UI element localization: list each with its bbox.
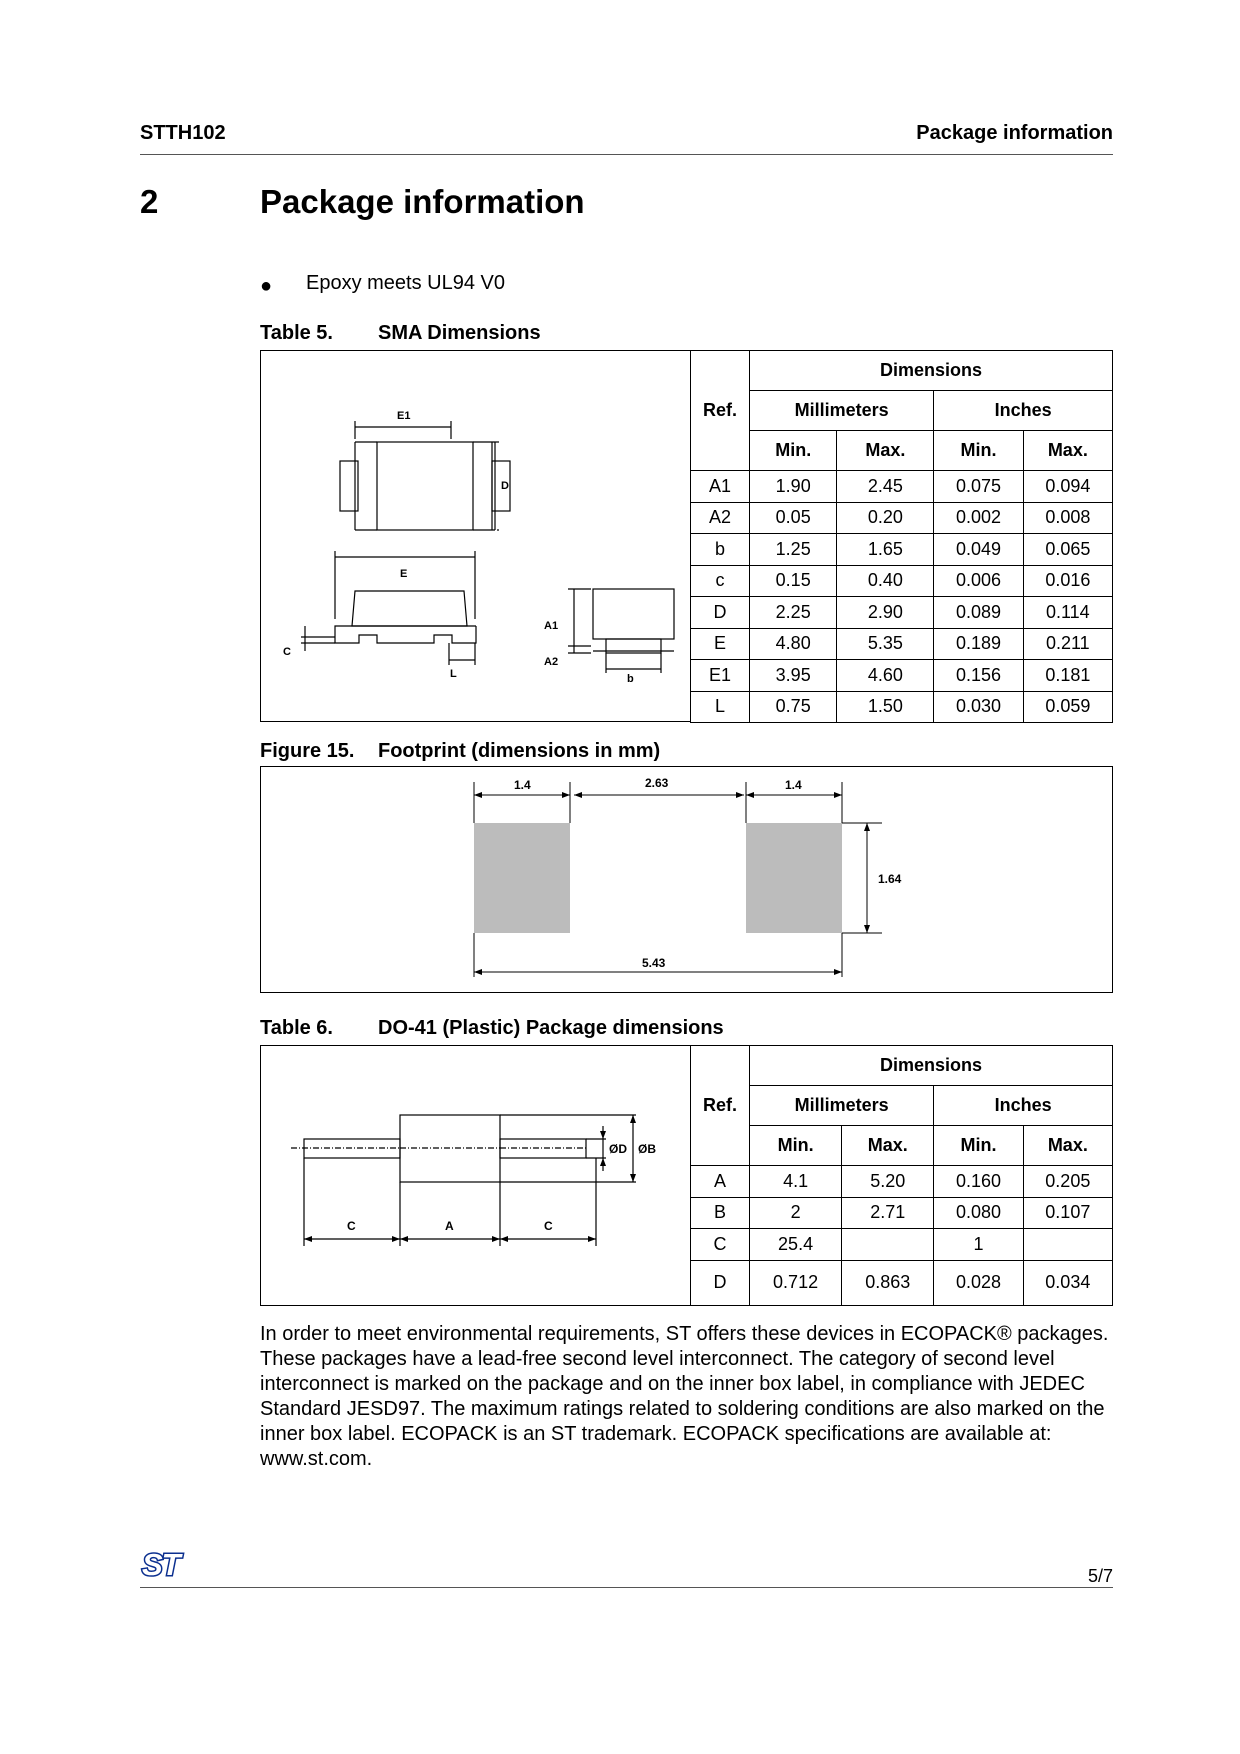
- table5-caption-title: SMA Dimensions: [378, 322, 541, 344]
- table-cell: 4.80: [750, 628, 837, 660]
- table5-dimensions: [690, 350, 1113, 723]
- table6-dimensions: [690, 1045, 1113, 1306]
- table6-in-max-header: Max.: [1023, 1126, 1112, 1166]
- table-cell: 25.4: [750, 1229, 842, 1261]
- table-cell: 0.189: [934, 628, 1023, 660]
- table-cell: 0.059: [1023, 691, 1112, 723]
- table-cell: 1.50: [837, 691, 934, 723]
- table5-mm-header: Millimeters: [750, 391, 934, 431]
- table-cell: 0.006: [934, 565, 1023, 597]
- table-cell: [1023, 1229, 1112, 1261]
- table6-mm-min-header: Min.: [750, 1126, 842, 1166]
- table-cell: 0.080: [934, 1197, 1023, 1229]
- table-cell: 0.030: [934, 691, 1023, 723]
- sma-drawing-frame: [260, 350, 691, 722]
- footprint-label-pad-left: 1.4: [514, 778, 531, 792]
- table-cell: 0.016: [1023, 565, 1112, 597]
- st-logo-text: ST: [142, 1548, 180, 1580]
- sma-label-b: b: [627, 673, 634, 685]
- figure15-caption-title: Footprint (dimensions in mm): [378, 740, 661, 762]
- table5-inches-header: Inches: [934, 391, 1113, 431]
- section-number: 2: [140, 183, 159, 220]
- table-cell: 5.20: [842, 1166, 934, 1198]
- table-cell: 4.60: [837, 660, 934, 692]
- table-cell: 0.20: [837, 502, 934, 534]
- table-cell: 0.160: [934, 1166, 1023, 1198]
- table-cell: E1: [691, 660, 750, 692]
- bullet-text: Epoxy meets UL94 V0: [306, 272, 505, 294]
- table-cell: 0.863: [842, 1260, 934, 1305]
- table-cell: B: [691, 1197, 750, 1229]
- table-cell: 2.90: [837, 597, 934, 629]
- table-cell: 0.05: [750, 502, 837, 534]
- table-cell: 0.75: [750, 691, 837, 723]
- footer-rule: [140, 1587, 1113, 1588]
- table-cell: [842, 1229, 934, 1261]
- page-number: 5/7: [1087, 1566, 1113, 1586]
- do41-label-c-left: C: [347, 1219, 356, 1233]
- table-row: [691, 471, 1113, 503]
- table-cell: 2.45: [837, 471, 934, 503]
- footprint-frame: [260, 766, 1113, 993]
- header-rule: [140, 154, 1113, 155]
- table5-mm-max-header: Max.: [837, 431, 934, 471]
- table6-dimensions-header: Dimensions: [750, 1046, 1113, 1086]
- table-cell: 0.089: [934, 597, 1023, 629]
- table-cell: 5.35: [837, 628, 934, 660]
- table-cell: b: [691, 534, 750, 566]
- table-cell: L: [691, 691, 750, 723]
- table-cell: c: [691, 565, 750, 597]
- do41-package-drawing: [261, 1046, 690, 1305]
- table-cell: 4.1: [750, 1166, 842, 1198]
- figure15-caption-number: Figure 15.: [260, 740, 355, 762]
- st-logo: [140, 1548, 190, 1580]
- table-cell: A1: [691, 471, 750, 503]
- table-cell: 2: [750, 1197, 842, 1229]
- table-cell: 0.094: [1023, 471, 1112, 503]
- table-cell: 0.114: [1023, 597, 1112, 629]
- table-cell: 0.181: [1023, 660, 1112, 692]
- table-cell: D: [691, 597, 750, 629]
- table-row: [691, 565, 1113, 597]
- sma-label-e: E: [400, 568, 408, 580]
- table-cell: 0.107: [1023, 1197, 1112, 1229]
- table6-ref-header: Ref.: [691, 1046, 750, 1166]
- table-row: [691, 1197, 1113, 1229]
- table-row: [691, 628, 1113, 660]
- do41-label-od: ØD: [609, 1142, 627, 1156]
- table-cell: 0.065: [1023, 534, 1112, 566]
- sma-label-e1: E1: [397, 410, 411, 422]
- sma-package-drawing: [261, 351, 690, 721]
- table-cell: 1.90: [750, 471, 837, 503]
- table5-in-min-header: Min.: [934, 431, 1023, 471]
- do41-label-a: A: [445, 1219, 454, 1233]
- sma-label-a2: A2: [544, 656, 559, 668]
- table-cell: E: [691, 628, 750, 660]
- table-row: [691, 534, 1113, 566]
- table-cell: 1.65: [837, 534, 934, 566]
- table-cell: 2.71: [842, 1197, 934, 1229]
- table-cell: 0.002: [934, 502, 1023, 534]
- footprint-pad-right: [746, 823, 842, 933]
- footprint-label-pad-right: 1.4: [785, 778, 802, 792]
- table-row: [691, 660, 1113, 692]
- table6-mm-max-header: Max.: [842, 1126, 934, 1166]
- table6-caption-title: DO-41 (Plastic) Package dimensions: [378, 1017, 724, 1039]
- table-cell: C: [691, 1229, 750, 1261]
- do41-drawing-frame: [260, 1045, 691, 1306]
- table-cell: A2: [691, 502, 750, 534]
- table5-dimensions-header: Dimensions: [750, 351, 1113, 391]
- table-cell: 0.211: [1023, 628, 1112, 660]
- table-cell: 0.15: [750, 565, 837, 597]
- table6-in-min-header: Min.: [934, 1126, 1023, 1166]
- sma-label-d: D: [501, 480, 509, 492]
- table5-caption-number: Table 5.: [260, 322, 333, 344]
- table-cell: 0.075: [934, 471, 1023, 503]
- table5-mm-min-header: Min.: [750, 431, 837, 471]
- table5-in-max-header: Max.: [1023, 431, 1112, 471]
- do41-label-c-right: C: [544, 1219, 553, 1233]
- table-cell: 0.40: [837, 565, 934, 597]
- table-cell: 0.156: [934, 660, 1023, 692]
- header-section-title: Package information: [916, 122, 1113, 144]
- table-row: [691, 597, 1113, 629]
- table-cell: 0.028: [934, 1260, 1023, 1305]
- table-cell: 0.205: [1023, 1166, 1112, 1198]
- table-cell: D: [691, 1260, 750, 1305]
- table-cell: 1: [934, 1229, 1023, 1261]
- table-cell: 0.712: [750, 1260, 842, 1305]
- table-row: [691, 1166, 1113, 1198]
- table-cell: 2.25: [750, 597, 837, 629]
- sma-label-l: L: [450, 668, 457, 680]
- do41-label-ob: ØB: [638, 1142, 656, 1156]
- table5-ref-header: Ref.: [691, 351, 750, 471]
- header-doc-id: STTH102: [140, 122, 226, 144]
- table-cell: 3.95: [750, 660, 837, 692]
- table-cell: 0.034: [1023, 1260, 1112, 1305]
- table-cell: 0.049: [934, 534, 1023, 566]
- table-cell: A: [691, 1166, 750, 1198]
- sma-label-c: C: [283, 646, 291, 658]
- section-title: Package information: [260, 183, 585, 220]
- footprint-drawing: [261, 767, 1112, 992]
- footprint-label-total: 5.43: [642, 956, 666, 970]
- table-cell: 0.008: [1023, 502, 1112, 534]
- table-row: [691, 1229, 1113, 1261]
- table-row: [691, 1260, 1113, 1305]
- table6-caption-number: Table 6.: [260, 1017, 333, 1039]
- footprint-pad-left: [474, 823, 570, 933]
- table-row: [691, 691, 1113, 723]
- ecopack-paragraph: In order to meet environmental requirements, ST offers these devices in ECOPACK® packages. These packages have a lead-free second level interconnect. The category of second level interconnect is marked on the package and on the inner box label, in compliance with JEDEC Standard JESD97. The maximum ratings related to soldering conditions are also marked on the inner box label. ECOPACK is an ST trademark. ECOPACK specifications are available at: www.st.com.: [260, 1323, 1109, 1470]
- bullet-icon: ●: [260, 275, 273, 297]
- table-cell: 1.25: [750, 534, 837, 566]
- table6-mm-header: Millimeters: [750, 1086, 934, 1126]
- footprint-label-height: 1.64: [878, 872, 902, 886]
- footprint-label-gap: 2.63: [645, 776, 669, 790]
- table6-inches-header: Inches: [934, 1086, 1113, 1126]
- table-row: [691, 502, 1113, 534]
- sma-label-a1: A1: [544, 620, 559, 632]
